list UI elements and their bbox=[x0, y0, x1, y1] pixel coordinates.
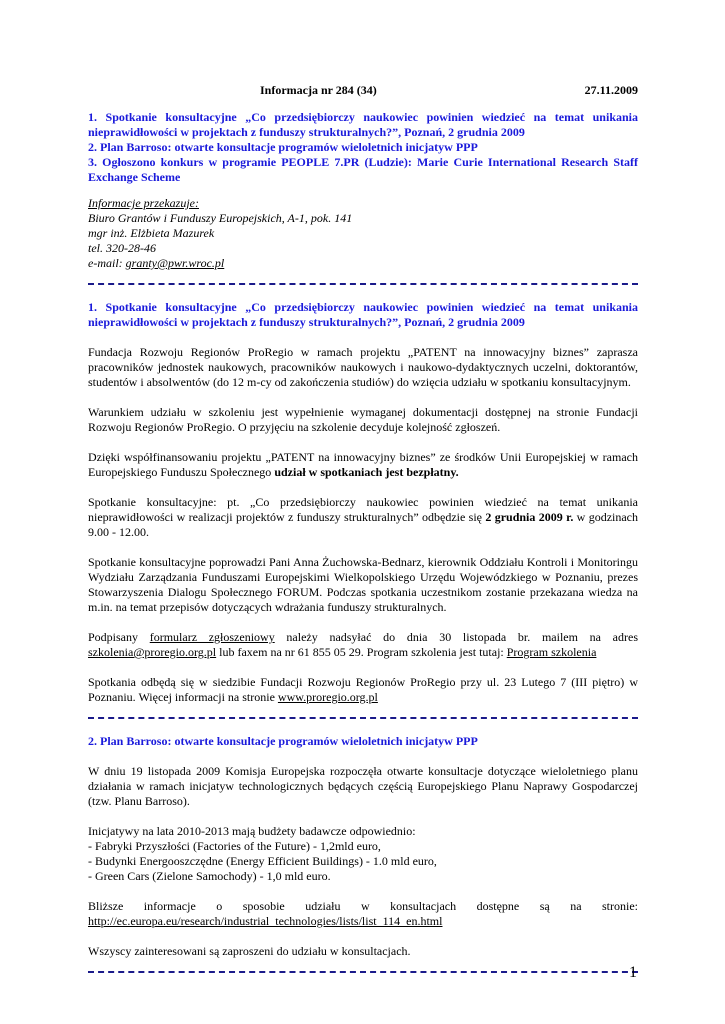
more-info-text: Bliższe informacje o sposobie udziału w konsultacjach dostępne są na stronie: bbox=[88, 899, 638, 913]
section2-title: 2. Plan Barroso: otwarte konsultacje programów wieloletnich inicjatyw PPP bbox=[88, 734, 478, 748]
ec-europa-link[interactable]: http://ec.europa.eu/research/industrial_technologies/lists/list_114_en.html bbox=[88, 914, 443, 928]
section-divider bbox=[88, 283, 638, 285]
section-divider bbox=[88, 971, 638, 973]
section-divider bbox=[88, 717, 638, 719]
section1-paragraph bbox=[88, 495, 638, 540]
text-span: Dzięki współfinansowaniu projektu „PATENT na innowacyjny biznes” ze środków Unii Europejskiej w ramach Europejskiego Funduszu Społecznego bbox=[88, 450, 638, 479]
section1-paragraph: Spotkanie konsultacyjne poprowadzi Pani Anna Żuchowska-Bednarz, kierownik Oddziału Kontroli i Monitoringu Wydziału Zarządzania Funduszami Europejskimi Wielkopolskiego Urzędu Wojewódzkiego w Poznaniu, prezes Stowarzyszenia Dialogu Społecznego FORUM. Podczas spotkania uczestnikom zostanie przekazana wiedza na m.in. na temat przepisów dotyczących wdrażania funduszy strukturalnych. bbox=[88, 555, 638, 614]
toc-item-2[interactable]: 2. Plan Barroso: otwarte konsultacje programów wieloletnich inicjatyw PPP bbox=[88, 140, 478, 154]
free-participation-text: udział w spotkaniach jest bezpłatny. bbox=[274, 465, 459, 479]
contact-office: Biuro Grantów i Funduszy Europejskich, A-1, pok. 141 bbox=[88, 211, 353, 225]
section2-paragraph: W dniu 19 listopada 2009 Komisja Europejska rozpoczęła otwarte konsultacje dotyczące wieloletniego planu działania w ramach inicjatyw technologicznych będących częścią Europejskiego Planu Naprawy Gospodarczej (tzw. Planu Barroso). bbox=[88, 764, 638, 808]
section1-paragraph bbox=[88, 630, 638, 660]
proregio-website-link[interactable]: www.proregio.org.pl bbox=[277, 690, 378, 704]
info-header bbox=[88, 83, 638, 98]
section1-title: 1. Spotkanie konsultacyjne „Co przedsiębiorczy naukowiec powinien wiedzieć na temat unikania nieprawidłowości w projektach z funduszy strukturalnych?”, Poznań, 2 grudnia 2009 bbox=[88, 300, 638, 329]
budget-intro: Inicjatywy na lata 2010-2013 mają budżety badawcze odpowiednio: bbox=[88, 824, 416, 838]
text-span: Spotkanie konsultacyjne: pt. „Co przedsiębiorczy naukowiec powinien wiedzieć na temat unikania nieprawidłowości w realizacji projektów z funduszy strukturalnych” odbędzie się bbox=[88, 495, 638, 524]
training-program-link[interactable]: Program szkolenia bbox=[506, 645, 597, 659]
list-item: - Fabryki Przyszłości (Factories of the Future) - 1,2mld euro, bbox=[88, 839, 381, 853]
table-of-contents bbox=[88, 110, 638, 185]
section1-paragraph bbox=[88, 675, 638, 705]
section1-paragraph: Warunkiem udziału w szkoleniu jest wypełnienie wymaganej dokumentacji dostępnej na stronie Fundacji Rozwoju Regionów ProRegio. O przyjęciu na szkolenie decyduje kolejność zgłoszeń. bbox=[88, 405, 638, 434]
info-date: 27.11.2009 bbox=[584, 83, 638, 97]
registration-form-link[interactable]: formularz zgłoszeniowy bbox=[149, 630, 275, 644]
contact-email-label: e-mail: bbox=[88, 256, 126, 270]
toc-item-3[interactable]: 3. Ogłoszono konkurs w programie PEOPLE 7.PR (Ludzie): Marie Curie International Research Staff Exchange Scheme bbox=[88, 155, 638, 184]
section2-paragraph bbox=[88, 899, 638, 929]
contact-heading: Informacje przekazuje: bbox=[88, 196, 199, 210]
contact-email-link[interactable]: granty@pwr.wroc.pl bbox=[125, 256, 225, 270]
text-span: Spotkania odbędą się w siedzibie Fundacji Rozwoju Regionów ProRegio przy ul. 23 Lutego 7 (III piętro) w Poznaniu. Więcej informacji na stronie bbox=[88, 675, 638, 704]
contact-block bbox=[88, 196, 638, 271]
section1-paragraph: Fundacja Rozwoju Regionów ProRegio w ramach projektu „PATENT na innowacyjny biznes” zaprasza pracowników jednostek naukowych, pracowników naukowych i naukowo-dydaktycznych uczelni, doktorantów, studentów i absolwentów (do 12 m-cy od zakończenia studiów) do wzięcia udziału w spotkaniu konsultacyjnym. bbox=[88, 345, 638, 389]
toc-item-1[interactable]: 1. Spotkanie konsultacyjne „Co przedsiębiorczy naukowiec powinien wiedzieć na temat unikania nieprawidłowości w projektach z funduszy strukturalnych?”, Poznań, 2 grudnia 2009 bbox=[88, 110, 638, 139]
page-number: 1 bbox=[629, 964, 637, 981]
proregio-email-link[interactable]: szkolenia@proregio.org.pl bbox=[88, 645, 217, 659]
section2-paragraph: Wszyscy zainteresowani są zaproszeni do udziału w konsultacjach. bbox=[88, 944, 411, 958]
text-span: lub faxem na nr 61 855 05 29. Program szkolenia jest tutaj: bbox=[216, 645, 507, 659]
contact-person: mgr inż. Elżbieta Mazurek bbox=[88, 226, 215, 240]
info-number: Informacja nr 284 (34) bbox=[260, 83, 377, 97]
contact-email-row bbox=[88, 256, 638, 271]
contact-phone: tel. 320-28-46 bbox=[88, 241, 156, 255]
text-span: należy nadsyłać do dnia 30 listopada br. mailem na adres bbox=[274, 630, 638, 644]
list-item: - Budynki Energooszczędne (Energy Efficient Buildings) - 1.0 mld euro, bbox=[88, 854, 437, 868]
text-span: Podpisany bbox=[88, 630, 150, 644]
text-span: w godzinach 9.00 - 12.00. bbox=[88, 510, 639, 539]
section1-paragraph bbox=[88, 450, 638, 480]
list-item: - Green Cars (Zielone Samochody) - 1,0 mld euro. bbox=[88, 869, 331, 883]
document-page bbox=[88, 83, 638, 988]
meeting-date: 2 grudnia 2009 r. bbox=[485, 510, 574, 524]
budget-list bbox=[88, 824, 638, 884]
